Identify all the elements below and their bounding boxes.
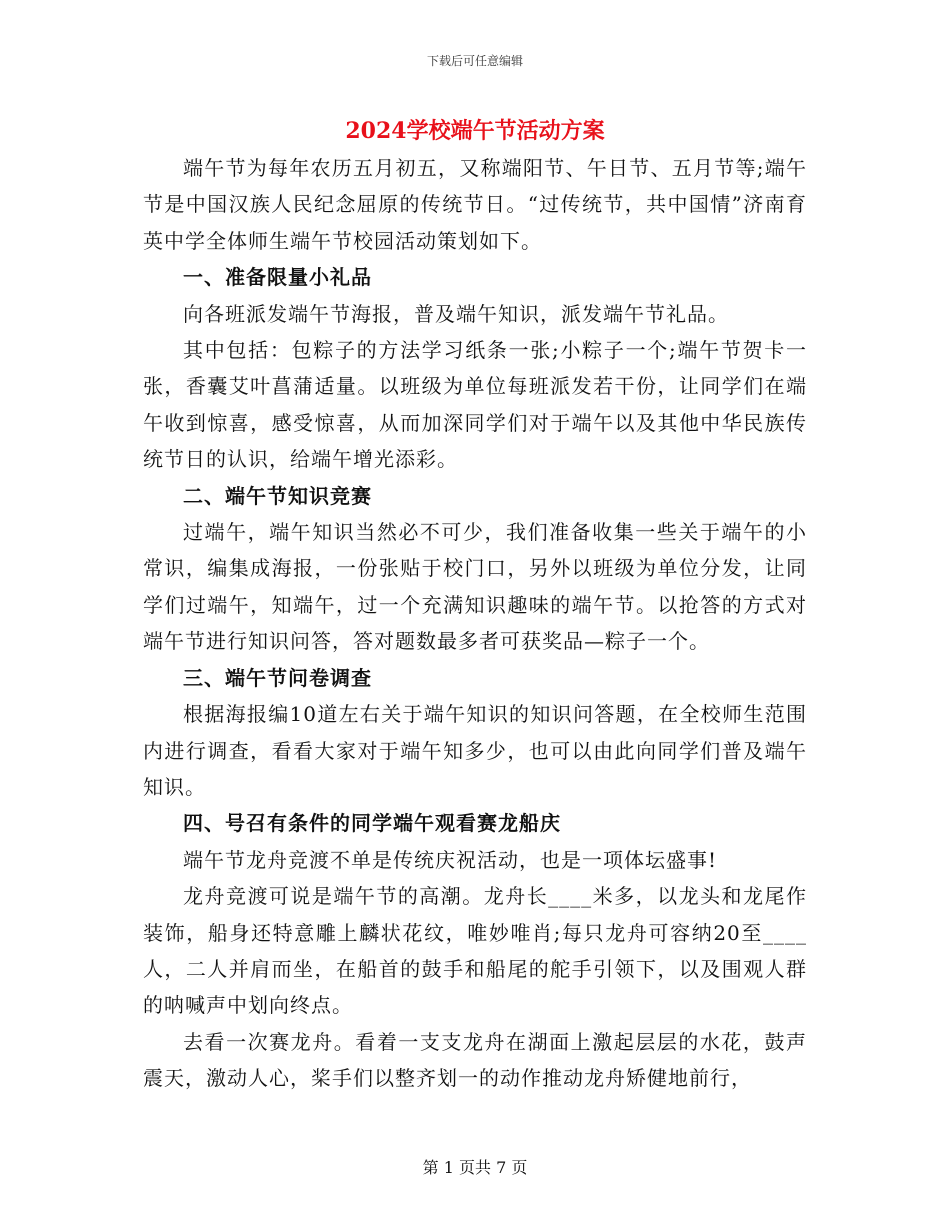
section-4-paragraph-2: 龙舟竞渡可说是端午节的高潮。龙舟长____米多，以龙头和龙尾作装饰，船身还特意雕上麟状花纹，唯妙唯肖;每只龙舟可容纳20至____人，二人并肩而坐，在船首的鼓手和船尾的舵手引领下，以及围观人群的呐喊声中划向终点。 [143, 884, 807, 1018]
section-heading-4: 四、号召有条件的同学端午观看赛龙船庆 [183, 811, 561, 836]
intro-paragraph: 端午节为每年农历五月初五，又称端阳节、午日节、五月节等;端午节是中国汉族人民纪念屈原的传统节日。“过传统节，共中国情”济南育英中学全体师生端午节校园活动策划如下。 [143, 156, 807, 253]
section-heading-1: 一、准备限量小礼品 [183, 265, 372, 290]
section-heading-3: 三、端午节问卷调查 [183, 665, 372, 690]
page-footer: 第 1 页共 7 页 [422, 1158, 528, 1177]
section-4-paragraph-1: 端午节龙舟竞渡不单是传统庆祝活动，也是一项体坛盛事! [183, 847, 718, 872]
section-1-paragraph-1: 向各班派发端午节海报，普及端午知识，派发端午节礼品。 [183, 301, 729, 326]
section-4-paragraph-3: 去看一次赛龙舟。看着一支支龙舟在湖面上激起层层的水花，鼓声震天，激动人心，桨手们以整齐划一的动作推动龙舟矫健地前行， [143, 1029, 807, 1091]
section-3-paragraph-1: 根据海报编10道左右关于端午知识的知识问答题，在全校师生范围内进行调查，看看大家对于端午知多少，也可以由此向同学们普及端午知识。 [143, 702, 807, 799]
document-title: 2024学校端午节活动方案 [345, 118, 605, 144]
document-body [143, 150, 807, 1097]
section-2-paragraph-1: 过端午，端午知识当然必不可少，我们准备收集一些关于端午的小常识，编集成海报，一份张贴于校门口，另外以班级为单位分发，让同学们过端午，知端午，过一个充满知识趣味的端午节。以抢答的方式对端午节进行知识问答，答对题数最多者可获奖品—粽子一个。 [143, 520, 807, 654]
header-note: 下载后可任意编辑 [426, 54, 523, 68]
section-heading-2: 二、端午节知识竞赛 [183, 483, 372, 508]
section-1-paragraph-2: 其中包括：包粽子的方法学习纸条一张;小粽子一个;端午节贺卡一张，香囊艾叶菖蒲适量。以班级为单位每班派发若干份，让同学们在端午收到惊喜，感受惊喜，从而加深同学们对于端午以及其他中华民族传统节日的认识，给端午增光添彩。 [143, 338, 807, 472]
